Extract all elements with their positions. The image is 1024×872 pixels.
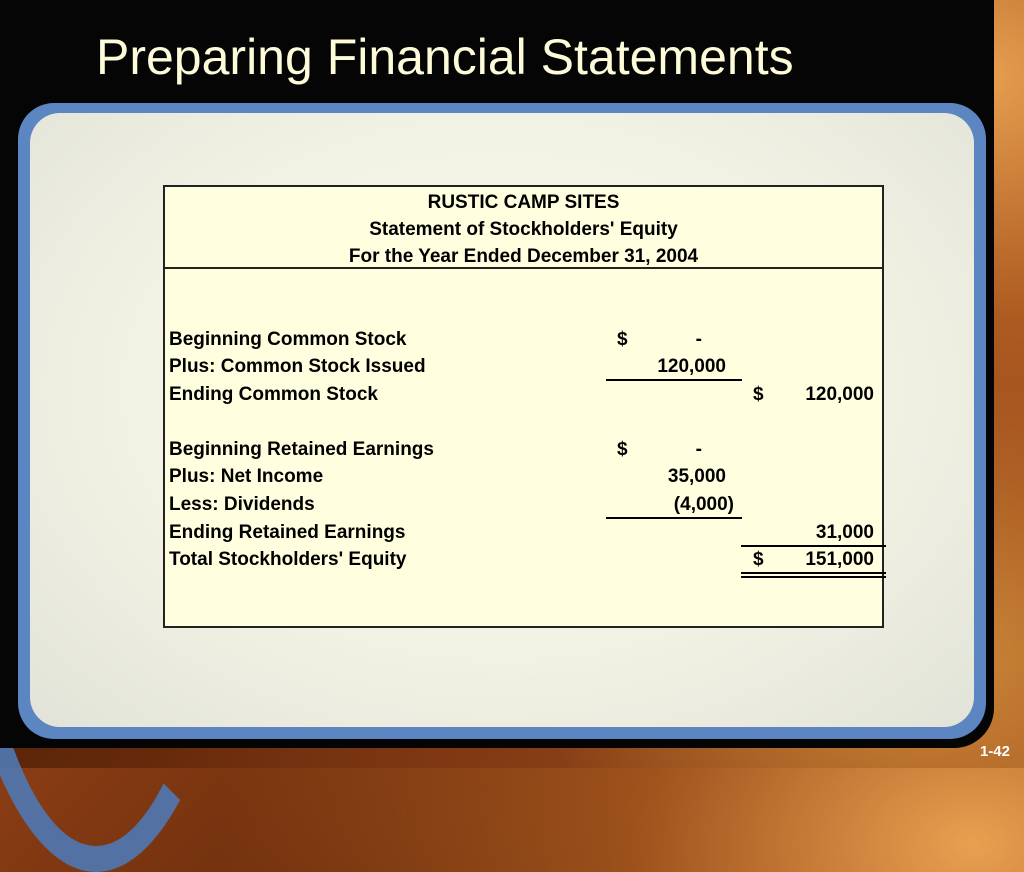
statement-row bbox=[165, 436, 882, 463]
row-value-2: 151,000 bbox=[805, 549, 874, 570]
statement-row bbox=[165, 519, 882, 546]
company-name: RUSTIC CAMP SITES bbox=[427, 192, 620, 213]
statement-name: Statement of Stockholders' Equity bbox=[369, 219, 678, 240]
statement-row bbox=[165, 353, 882, 380]
statement-row bbox=[165, 463, 882, 490]
financial-statement bbox=[163, 185, 884, 628]
row-label: Less: Dividends bbox=[169, 494, 315, 515]
statement-row bbox=[165, 546, 882, 573]
statement-row bbox=[165, 381, 882, 408]
row-value-1: 120,000 bbox=[657, 356, 726, 377]
slide-title: Preparing Financial Statements bbox=[96, 29, 794, 85]
row-value-1: (4,000) bbox=[673, 494, 734, 515]
row-currency-2: $ bbox=[753, 549, 764, 570]
row-value-2: 120,000 bbox=[805, 384, 874, 405]
row-value-1: - bbox=[695, 439, 702, 460]
statement-row bbox=[165, 491, 882, 518]
row-value-2: 31,000 bbox=[815, 522, 874, 543]
row-label: Plus: Common Stock Issued bbox=[169, 356, 426, 377]
row-value-1: - bbox=[695, 329, 702, 350]
double-underline bbox=[741, 572, 886, 578]
row-label: Total Stockholders' Equity bbox=[169, 549, 407, 570]
slide-number: 1-42 bbox=[979, 743, 1010, 760]
row-currency-1: $ bbox=[617, 439, 628, 460]
row-label: Ending Common Stock bbox=[169, 384, 378, 405]
row-label: Ending Retained Earnings bbox=[169, 522, 406, 543]
row-label: Beginning Retained Earnings bbox=[169, 439, 434, 460]
statement-period: For the Year Ended December 31, 2004 bbox=[348, 246, 699, 267]
row-label: Plus: Net Income bbox=[169, 466, 324, 487]
row-currency-2: $ bbox=[753, 384, 764, 405]
row-currency-1: $ bbox=[617, 329, 628, 350]
row-label: Beginning Common Stock bbox=[169, 329, 407, 350]
statement-row bbox=[165, 326, 882, 353]
statement-header bbox=[165, 187, 882, 269]
row-value-1: 35,000 bbox=[667, 466, 726, 487]
